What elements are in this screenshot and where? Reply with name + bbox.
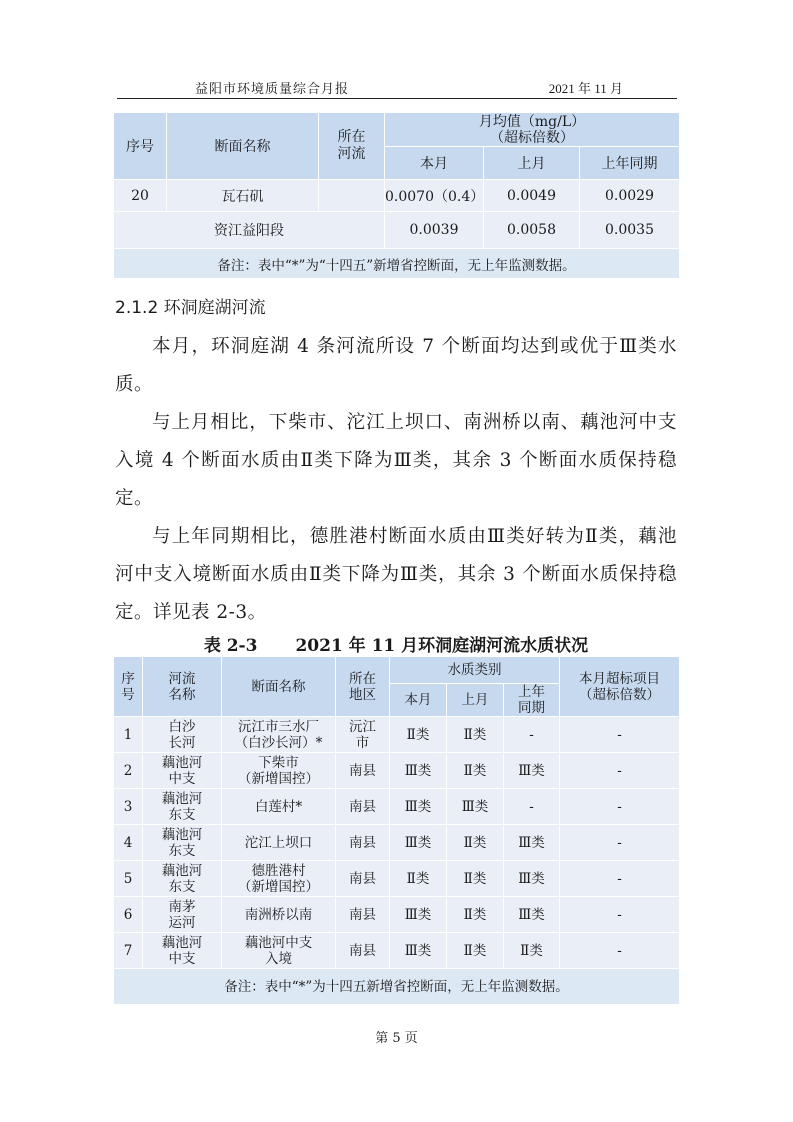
header-section-name: 断面名称 — [167, 113, 319, 180]
page-header — [117, 74, 677, 99]
header-area: 所在 地区 — [336, 657, 390, 717]
page-number: 第 5 页 — [375, 1031, 418, 1046]
header-no: 序号 — [114, 113, 167, 180]
table-title: 2021 年 11 月环洞庭湖河流水质状况 — [295, 636, 589, 656]
header-section-name: 断面名称 — [222, 657, 336, 717]
table-caption — [113, 631, 679, 656]
table-row: 2 藕池河 中支 下柴市 （新增国控） 南县 Ⅲ类 Ⅱ类 Ⅲ类 - — [114, 753, 680, 789]
header-last-year: 上年同期 — [580, 147, 680, 180]
table-note: 备注：表中“*”为“十四五”新增省控断面，无上年监测数据。 — [114, 249, 680, 279]
section-title: 2.1.2 环洞庭湖河流 — [115, 298, 266, 318]
table-number: 表 2-3 — [203, 636, 258, 656]
metal-concentration-table — [113, 112, 680, 279]
table-row: 20 瓦石矶 0.0070（0.4） 0.0049 0.0029 — [114, 180, 680, 212]
header-this-month: 本月 — [385, 147, 484, 180]
table-note: 备注：表中“*”为十四五新增省控断面，无上年监测数据。 — [114, 969, 680, 1005]
table-row: 资江益阳段 0.0039 0.0058 0.0035 — [114, 212, 680, 249]
header-no: 序 号 — [114, 657, 143, 717]
header-river-name: 河流 名称 — [143, 657, 222, 717]
paragraph: 与上月相比，下柴市、沱江上坝口、南洲桥以南、藕池河中支入境 4 个断面水质由Ⅱ类下降为Ⅲ类，其余 3 个断面水质保持稳定。 — [115, 412, 677, 509]
table-row: 6 南茅 运河 南洲桥以南 南县 Ⅲ类 Ⅱ类 Ⅲ类 - — [114, 897, 680, 933]
table-row: 7 藕池河 中支 藕池河中支 入境 南县 Ⅲ类 Ⅱ类 Ⅱ类 - — [114, 933, 680, 969]
paragraph: 本月，环洞庭湖 4 条河流所设 7 个断面均达到或优于Ⅲ类水质。 — [115, 336, 677, 395]
water-quality-table — [113, 656, 680, 1005]
header-river: 所在河流 — [319, 113, 385, 180]
report-title: 益阳市环境质量综合月报 — [195, 82, 350, 97]
header-exceed-items: 本月超标项目 （超标倍数） — [560, 657, 680, 717]
table-row: 1 白沙 长河 沅江市三水厂 （白沙长河）* 沅江 市 Ⅱ类 Ⅱ类 - - — [114, 717, 680, 753]
header-last-month: 上月 — [447, 684, 504, 717]
report-date: 2021 年 11 月 — [548, 81, 623, 96]
table-row: 5 藕池河 东支 德胜港村 （新增国控） 南县 Ⅱ类 Ⅱ类 Ⅲ类 - — [114, 861, 680, 897]
table-row: 4 藕池河 东支 沱江上坝口 南县 Ⅲ类 Ⅱ类 Ⅲ类 - — [114, 825, 680, 861]
table-row: 3 藕池河 东支 白莲村* 南县 Ⅲ类 Ⅲ类 - - — [114, 789, 680, 825]
header-this-month: 本月 — [390, 684, 447, 717]
header-last-year: 上年 同期 — [504, 684, 560, 717]
header-last-month: 上月 — [484, 147, 580, 180]
paragraph: 与上年同期相比，德胜港村断面水质由Ⅲ类好转为Ⅱ类，藕池河中支入境断面水质由Ⅱ类下降为Ⅲ类，其余 3 个断面水质保持稳定。详见表 2-3。 — [115, 526, 677, 623]
header-quality-class: 水质类别 — [390, 657, 560, 684]
header-monthly-mean: 月均值（mg/L） （超标倍数） — [385, 113, 680, 147]
